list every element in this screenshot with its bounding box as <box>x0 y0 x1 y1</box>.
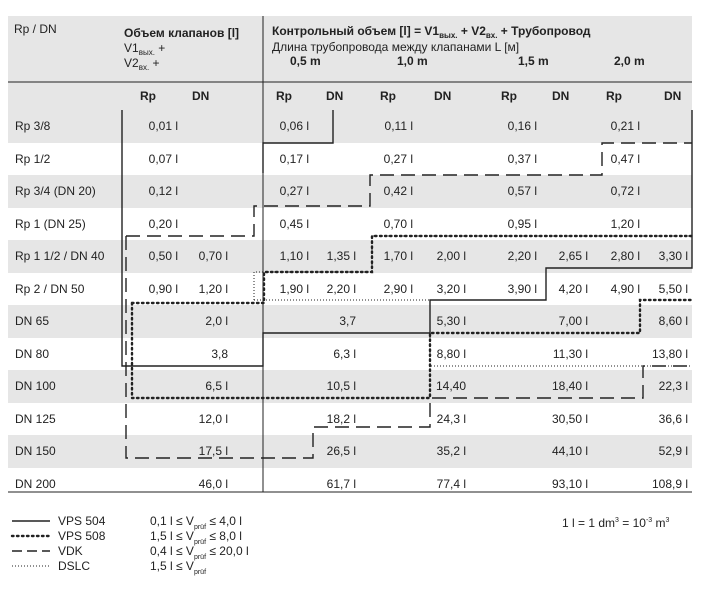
col-dn-05: DN <box>326 89 344 103</box>
valve-dn-cell: 12,0 l <box>198 411 228 426</box>
col-rp-valve: Rp <box>140 89 156 103</box>
vps508-boundary <box>132 300 692 398</box>
control-volume-cell: 2,20 l <box>326 281 356 296</box>
length-1-5: 1,5 m <box>518 54 549 68</box>
col-rp-10: Rp <box>380 89 396 103</box>
length-0-5: 0,5 m <box>290 54 321 68</box>
vps504-step <box>263 110 333 173</box>
col-dn-20: DN <box>664 89 682 103</box>
col-rp-05: Rp <box>276 89 292 103</box>
col-rp-15: Rp <box>501 89 517 103</box>
valve-rp-cell: 0,12 l <box>148 184 178 198</box>
row-label: Rp 3/8 <box>15 119 51 133</box>
control-volume-cell: 93,10 l <box>551 476 588 491</box>
control-volume-cell: 1,20 l <box>610 216 640 231</box>
control-volume-cell: 2,90 l <box>383 281 413 296</box>
row-label: DN 200 <box>15 476 56 491</box>
length-2-0: 2,0 m <box>614 54 645 68</box>
row-label: Rp 3/4 (DN 20) <box>15 184 96 198</box>
control-volume-cell: 108,9 l <box>651 476 688 491</box>
control-volume-cell: 26,5 l <box>326 444 356 458</box>
valve-rp-cell: 0,90 l <box>148 281 178 296</box>
control-volume-cell: 0,45 l <box>279 216 309 231</box>
control-volume-cell: 30,50 l <box>551 411 588 426</box>
legend-range: 1,5 $l \le V_{prüf} \le 8,0$ l <box>150 529 242 546</box>
control-volume-cell: 0,16 l <box>507 119 537 133</box>
valve-rp-cell: 0,01 l <box>148 119 178 133</box>
control-volume-cell: 0,17 l <box>279 151 309 166</box>
vdk-boundary <box>126 143 692 236</box>
control-volume-cell: 11,30 l <box>552 346 588 361</box>
row-label: DN 80 <box>15 346 50 361</box>
control-volume-cell: 8,60 l <box>658 314 688 328</box>
row-label: DN 100 <box>15 379 56 393</box>
control-volume-cell: 13,80 l <box>651 346 688 361</box>
col-dn-15: DN <box>552 89 570 103</box>
vps508-top <box>132 236 692 303</box>
control-volume-cell: 4,90 l <box>610 281 640 296</box>
control-volume-cell: 14,40 <box>435 379 466 393</box>
valve-dn-cell: 6,5 l <box>205 379 228 393</box>
control-volume-cell: 0,11 l <box>384 119 413 133</box>
valve-dn-cell: 0,70 l <box>198 249 228 263</box>
valve-volume-title: Объем клапанов [l] <box>124 26 240 40</box>
control-volume-cell: 0,57 l <box>507 184 537 198</box>
control-volume-cell: 1,35 l <box>326 249 356 263</box>
control-volume-cell: 7,00 l <box>558 314 588 328</box>
control-volume-cell: 3,20 l <box>436 281 466 296</box>
legend-range: 1,5 $l \le V_{prüf}$ <box>150 559 207 576</box>
control-volume-cell: 4,20 l <box>558 281 588 296</box>
control-volume-cell: 18,2 l <box>326 411 356 426</box>
control-volume-cell: 0,27 l <box>383 151 413 166</box>
control-volume-cell: 1,70 l <box>383 249 413 263</box>
control-volume-cell: 2,20 l <box>507 249 537 263</box>
control-volume-cell: 0,42 l <box>383 184 413 198</box>
control-volume-cell: 0,06 l <box>279 119 309 133</box>
control-volume-cell: 8,80 l <box>436 346 466 361</box>
corner-label: Rp / DN <box>14 22 57 36</box>
valve-rp-cell: 0,20 l <box>148 216 178 231</box>
control-volume-cell: 0,37 l <box>507 151 537 166</box>
vdk-lower <box>126 236 692 458</box>
control-volume-cell: 2,80 l <box>610 249 640 263</box>
valve-dn-cell: 2,0 l <box>205 314 228 328</box>
row-label: Rp 1 (DN 25) <box>15 216 86 231</box>
col-dn-10: DN <box>434 89 452 103</box>
pipe-length-label: Длина трубопровода между клапанами L [м] <box>272 40 520 54</box>
control-volume-cell: 3,30 l <box>658 249 688 263</box>
control-volume-cell: 5,30 l <box>436 314 466 328</box>
control-volume-cell: 0,27 l <box>279 184 309 198</box>
control-volume-cell: 18,40 l <box>551 379 588 393</box>
col-dn-valve: DN <box>192 89 210 103</box>
control-volume-cell: 0,70 l <box>383 216 413 231</box>
control-volume-cell: 0,72 l <box>610 184 640 198</box>
control-volume-cell: 24,3 l <box>436 411 466 426</box>
control-volume-cell: 5,50 l <box>658 281 688 296</box>
control-volume-cell: 1,90 l <box>279 281 309 296</box>
row-label: Rp 2 / DN 50 <box>15 281 85 296</box>
row-label: DN 65 <box>15 314 50 328</box>
legend-range: 0,4 $l \le V_{prüf} \le 20,0$ l <box>150 544 249 561</box>
valve-dn-cell: 17,5 l <box>198 444 228 458</box>
control-volume-cell: 3,7 <box>339 314 356 328</box>
valve-dn-cell: 3,8 <box>211 346 228 361</box>
control-volume-cell: 44,10 l <box>551 444 588 458</box>
control-volume-cell: 22,3 l <box>658 379 688 393</box>
valve-dn-cell: 46,0 l <box>198 476 228 491</box>
control-volume-cell: 1,10 l <box>279 249 309 263</box>
legend-name: VDK <box>58 544 83 558</box>
valve-rp-cell: 0,07 l <box>148 151 178 166</box>
row-label: DN 125 <box>15 411 56 426</box>
row-label: Rp 1/2 <box>15 151 51 166</box>
legend-range: 0,1 $l \le V_{prüf} \le 4,0$ l <box>150 514 242 531</box>
control-volume-cell: 10,5 l <box>326 379 356 393</box>
length-1-0: 1,0 m <box>397 54 428 68</box>
row-label: Rp 1 1/2 / DN 40 <box>15 249 105 263</box>
valve-dn-cell: 1,20 l <box>198 281 228 296</box>
control-volume-cell: 6,3 l <box>333 346 356 361</box>
control-volume-cell: 35,2 l <box>436 444 466 458</box>
vps504-boundary <box>122 110 692 366</box>
valve-sub-v1: $V1_{вых.}$ + <box>124 41 166 57</box>
col-rp-20: Rp <box>606 89 622 103</box>
legend-name: VPS 508 <box>58 529 106 543</box>
control-volume-cell: 77,4 l <box>436 476 466 491</box>
row-label: DN 150 <box>15 444 56 458</box>
valve-rp-cell: 0,50 l <box>148 249 178 263</box>
control-volume-cell: 52,9 l <box>658 444 688 458</box>
control-volume-title: Контрольный объем $[l] = V1_{вых.} + V2_{вх.}$ + Трубопровод <box>272 24 591 40</box>
control-volume-cell: 3,90 l <box>507 281 537 296</box>
control-volume-cell: 0,21 l <box>610 119 640 133</box>
control-volume-cell: 61,7 l <box>326 476 356 491</box>
control-volume-cell: 2,65 l <box>558 249 588 263</box>
valve-sub-v2: $V2_{вх.}$ + <box>124 56 160 72</box>
unit-note: 1 l = 1 $dm^3 = 10^{-3}$ $m^3$ <box>562 516 670 530</box>
control-volume-cell: 36,6 l <box>658 411 688 426</box>
control-volume-cell: 2,00 l <box>436 249 466 263</box>
legend-name: VPS 504 <box>58 514 106 528</box>
control-volume-cell: 0,95 l <box>507 216 537 231</box>
legend-name: DSLC <box>58 559 91 573</box>
control-volume-cell: 0,47 l <box>610 151 640 166</box>
